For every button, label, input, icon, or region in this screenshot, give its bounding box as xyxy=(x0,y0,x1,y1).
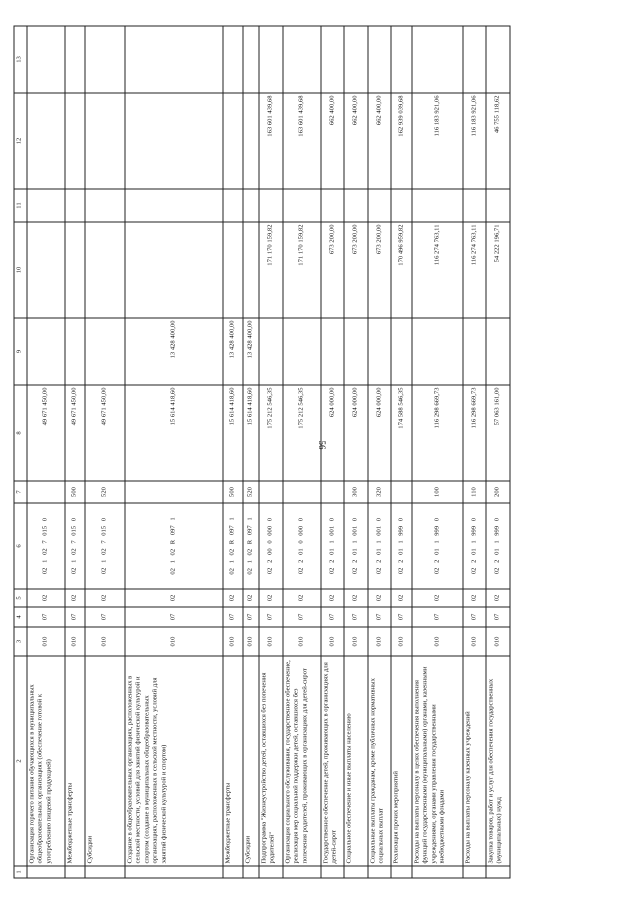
amount-col8-cell: 57 063 161,00 xyxy=(486,385,510,481)
amount-col11-cell xyxy=(259,189,283,222)
amount-col12-cell: 662 400,00 xyxy=(344,93,368,189)
row-index-cell xyxy=(243,866,259,878)
subsection-cell: 02 xyxy=(243,589,259,607)
amount-col13-cell xyxy=(259,26,283,93)
grbs-cell: 010 xyxy=(125,627,223,656)
table-row xyxy=(65,26,85,878)
amount-col10-cell xyxy=(223,222,243,318)
amount-col13-cell xyxy=(243,26,259,93)
section-cell: 07 xyxy=(85,607,125,627)
row-name-cell: Организация горячего питания обучающихся в муниципальных общеобразовательных организациях (обеспечение готовой к употреблению пищевой продукцией) xyxy=(27,656,65,866)
expense-type-cell: 500 xyxy=(65,481,85,503)
col-header-9: 9 xyxy=(14,318,27,385)
amount-col13-cell xyxy=(65,26,85,93)
amount-col10-cell: 171 170 159,82 xyxy=(283,222,321,318)
row-name-cell: Расходы на выплаты персоналу в целях обеспечения выполнения функций государственными (муниципальными) органами, казенными учреждениями, органами управления государственными внебюджетными фондами xyxy=(412,656,463,866)
row-index-cell xyxy=(463,866,486,878)
header-row xyxy=(14,26,27,878)
amount-col11-cell xyxy=(344,189,368,222)
amount-col8-cell: 15 614 418,60 xyxy=(223,385,243,481)
row-index-cell xyxy=(85,866,125,878)
row-index-cell xyxy=(283,866,321,878)
table-row xyxy=(243,26,259,878)
target-article-cell: 02 1 02 7 015 0 xyxy=(85,503,125,589)
amount-col13-cell xyxy=(412,26,463,93)
amount-col8-cell: 49 671 450,00 xyxy=(65,385,85,481)
row-index-cell xyxy=(321,866,344,878)
amount-col9-cell xyxy=(27,318,65,385)
target-article-cell: 02 1 02 R 097 1 xyxy=(223,503,243,589)
grbs-cell: 010 xyxy=(463,627,486,656)
amount-col10-cell: 116 274 763,11 xyxy=(463,222,486,318)
section-cell: 07 xyxy=(463,607,486,627)
subsection-cell: 02 xyxy=(283,589,321,607)
target-article-cell: 02 2 01 1 999 0 xyxy=(486,503,510,589)
amount-col12-cell: 116 183 921,06 xyxy=(412,93,463,189)
row-index-cell xyxy=(486,866,510,878)
row-name-cell: Подпрограмма "Жизнеустройство детей, оставшихся без попечения родителей" xyxy=(259,656,283,866)
expense-type-cell: 300 xyxy=(344,481,368,503)
row-name-cell: Межбюджетные трансферты xyxy=(65,656,85,866)
amount-col13-cell xyxy=(27,26,65,93)
amount-col10-cell: 673 200,00 xyxy=(344,222,368,318)
section-cell: 07 xyxy=(243,607,259,627)
row-name-cell: Межбюджетные трансферты xyxy=(223,656,243,866)
amount-col8-cell: 49 671 450,00 xyxy=(85,385,125,481)
col-header-4: 4 xyxy=(14,607,27,627)
col-header-5: 5 xyxy=(14,589,27,607)
row-name-cell: Реализация прочих мероприятий xyxy=(391,656,412,866)
expense-type-cell xyxy=(125,481,223,503)
row-index-cell xyxy=(223,866,243,878)
amount-col8-cell: 175 212 546,35 xyxy=(259,385,283,481)
section-cell: 07 xyxy=(391,607,412,627)
amount-col12-cell: 163 601 439,68 xyxy=(283,93,321,189)
row-name-cell: Организация социального обслуживания, государственное обеспечение, реализация мер социальной поддержки детей, оставшихся без попечения родителей, проживающих в организациях для детей-сирот xyxy=(283,656,321,866)
amount-col9-cell xyxy=(283,318,321,385)
row-index-cell xyxy=(125,866,223,878)
amount-col11-cell xyxy=(321,189,344,222)
amount-col11-cell xyxy=(368,189,391,222)
table-row xyxy=(259,26,283,878)
section-cell: 07 xyxy=(223,607,243,627)
col-header-7: 7 xyxy=(14,481,27,503)
amount-col8-cell: 624 000,00 xyxy=(344,385,368,481)
amount-col10-cell xyxy=(65,222,85,318)
amount-col13-cell xyxy=(125,26,223,93)
row-name-cell: Социальное обеспечение и иные выплаты населению xyxy=(344,656,368,866)
amount-col11-cell xyxy=(391,189,412,222)
target-article-cell: 02 2 01 0 000 0 xyxy=(283,503,321,589)
table-row xyxy=(463,26,486,878)
amount-col12-cell: 662 400,00 xyxy=(368,93,391,189)
amount-col12-cell xyxy=(223,93,243,189)
expense-type-cell: 110 xyxy=(463,481,486,503)
grbs-cell: 010 xyxy=(223,627,243,656)
grbs-cell: 010 xyxy=(412,627,463,656)
grbs-cell: 010 xyxy=(65,627,85,656)
amount-col11-cell xyxy=(85,189,125,222)
target-article-cell: 02 2 01 1 999 0 xyxy=(412,503,463,589)
amount-col8-cell: 624 000,00 xyxy=(368,385,391,481)
target-article-cell: 02 2 01 1 001 0 xyxy=(368,503,391,589)
target-article-cell: 02 2 01 1 001 0 xyxy=(321,503,344,589)
amount-col12-cell xyxy=(85,93,125,189)
expense-type-cell: 520 xyxy=(85,481,125,503)
amount-col11-cell xyxy=(243,189,259,222)
amount-col9-cell xyxy=(391,318,412,385)
col-header-2: 2 xyxy=(14,656,27,866)
subsection-cell: 02 xyxy=(27,589,65,607)
amount-col9-cell xyxy=(65,318,85,385)
amount-col9-cell xyxy=(486,318,510,385)
amount-col9-cell xyxy=(412,318,463,385)
table-row xyxy=(27,26,65,878)
amount-col13-cell xyxy=(391,26,412,93)
amount-col13-cell xyxy=(486,26,510,93)
amount-col12-cell: 662 400,00 xyxy=(321,93,344,189)
expense-type-cell xyxy=(283,481,321,503)
subsection-cell: 02 xyxy=(463,589,486,607)
subsection-cell: 02 xyxy=(223,589,243,607)
amount-col8-cell: 15 614 418,60 xyxy=(125,385,223,481)
target-article-cell: 02 2 01 1 001 0 xyxy=(344,503,368,589)
table-row xyxy=(85,26,125,878)
target-article-cell: 02 2 01 1 999 0 xyxy=(463,503,486,589)
subsection-cell: 02 xyxy=(65,589,85,607)
amount-col11-cell xyxy=(27,189,65,222)
col-header-13: 13 xyxy=(14,26,27,93)
section-cell: 07 xyxy=(65,607,85,627)
grbs-cell: 010 xyxy=(486,627,510,656)
row-index-cell xyxy=(391,866,412,878)
subsection-cell: 02 xyxy=(368,589,391,607)
col-header-8: 8 xyxy=(14,385,27,481)
grbs-cell: 010 xyxy=(321,627,344,656)
col-header-1: 1 xyxy=(14,866,27,878)
amount-col9-cell xyxy=(463,318,486,385)
section-cell: 07 xyxy=(344,607,368,627)
row-name-cell: Государственное обеспечение детей, проживающих в организациях для детей-сирот xyxy=(321,656,344,866)
amount-col8-cell: 624 000,00 xyxy=(321,385,344,481)
col-header-6: 6 xyxy=(14,503,27,589)
table-row xyxy=(412,26,463,878)
row-name-cell: Закупка товаров, работ и услуг для обеспечения государственных (муниципальных) нужд xyxy=(486,656,510,866)
section-cell: 07 xyxy=(321,607,344,627)
target-article-cell: 02 2 01 1 999 0 xyxy=(391,503,412,589)
row-index-cell xyxy=(344,866,368,878)
grbs-cell: 010 xyxy=(259,627,283,656)
amount-col13-cell xyxy=(463,26,486,93)
section-cell: 07 xyxy=(283,607,321,627)
amount-col11-cell xyxy=(283,189,321,222)
amount-col8-cell: 15 614 418,60 xyxy=(243,385,259,481)
row-name-cell: Субсидии xyxy=(85,656,125,866)
amount-col9-cell xyxy=(321,318,344,385)
amount-col9-cell: 13 428 400,00 xyxy=(243,318,259,385)
row-name-cell: Расходы на выплаты персоналу казенных учреждений xyxy=(463,656,486,866)
row-index-cell xyxy=(27,866,65,878)
table-row xyxy=(368,26,391,878)
amount-col11-cell xyxy=(223,189,243,222)
target-article-cell: 02 1 02 7 015 0 xyxy=(65,503,85,589)
amount-col10-cell xyxy=(85,222,125,318)
table-row xyxy=(486,26,510,878)
expense-type-cell: 520 xyxy=(243,481,259,503)
subsection-cell: 02 xyxy=(486,589,510,607)
grbs-cell: 010 xyxy=(391,627,412,656)
row-index-cell xyxy=(412,866,463,878)
amount-col12-cell xyxy=(243,93,259,189)
section-cell: 07 xyxy=(368,607,391,627)
amount-col12-cell: 163 601 439,68 xyxy=(259,93,283,189)
amount-col8-cell: 175 212 546,35 xyxy=(283,385,321,481)
subsection-cell: 02 xyxy=(391,589,412,607)
amount-col8-cell: 174 588 546,35 xyxy=(391,385,412,481)
amount-col12-cell xyxy=(27,93,65,189)
section-cell: 07 xyxy=(125,607,223,627)
col-header-11: 11 xyxy=(14,189,27,222)
grbs-cell: 010 xyxy=(344,627,368,656)
subsection-cell: 02 xyxy=(412,589,463,607)
grbs-cell: 010 xyxy=(243,627,259,656)
amount-col11-cell xyxy=(463,189,486,222)
table-row xyxy=(125,26,223,878)
expense-type-cell: 100 xyxy=(412,481,463,503)
amount-col13-cell xyxy=(368,26,391,93)
amount-col10-cell: 171 170 159,82 xyxy=(259,222,283,318)
col-header-3: 3 xyxy=(14,627,27,656)
col-header-10: 10 xyxy=(14,222,27,318)
amount-col13-cell xyxy=(85,26,125,93)
amount-col13-cell xyxy=(321,26,344,93)
amount-col12-cell xyxy=(125,93,223,189)
amount-col13-cell xyxy=(223,26,243,93)
section-cell: 07 xyxy=(486,607,510,627)
amount-col10-cell: 116 274 763,11 xyxy=(412,222,463,318)
amount-col9-cell xyxy=(344,318,368,385)
expense-type-cell xyxy=(321,481,344,503)
amount-col8-cell: 49 671 450,00 xyxy=(27,385,65,481)
budget-table-page xyxy=(14,27,627,879)
amount-col9-cell: 13 428 400,00 xyxy=(223,318,243,385)
amount-col12-cell: 162 939 039,68 xyxy=(391,93,412,189)
amount-col8-cell: 116 298 669,73 xyxy=(463,385,486,481)
table-row xyxy=(391,26,412,878)
subsection-cell: 02 xyxy=(125,589,223,607)
amount-col8-cell: 116 298 669,73 xyxy=(412,385,463,481)
amount-col10-cell: 673 200,00 xyxy=(368,222,391,318)
amount-col10-cell xyxy=(27,222,65,318)
expense-type-cell: 200 xyxy=(486,481,510,503)
amount-col10-cell: 673 200,00 xyxy=(321,222,344,318)
section-cell: 07 xyxy=(27,607,65,627)
row-name-cell: Субсидии xyxy=(243,656,259,866)
subsection-cell: 02 xyxy=(344,589,368,607)
subsection-cell: 02 xyxy=(259,589,283,607)
amount-col12-cell: 116 183 921,06 xyxy=(463,93,486,189)
expense-type-cell xyxy=(391,481,412,503)
amount-col11-cell xyxy=(412,189,463,222)
amount-col11-cell xyxy=(486,189,510,222)
amount-col11-cell xyxy=(65,189,85,222)
target-article-cell: 02 1 02 R 097 1 xyxy=(125,503,223,589)
table-row xyxy=(223,26,243,878)
amount-col10-cell: 54 222 196,71 xyxy=(486,222,510,318)
grbs-cell: 010 xyxy=(85,627,125,656)
amount-col10-cell xyxy=(243,222,259,318)
target-article-cell: 02 2 00 0 000 0 xyxy=(259,503,283,589)
amount-col10-cell: 170 496 959,82 xyxy=(391,222,412,318)
amount-col13-cell xyxy=(344,26,368,93)
expense-type-cell xyxy=(259,481,283,503)
table-body xyxy=(27,26,510,878)
grbs-cell: 010 xyxy=(27,627,65,656)
amount-col12-cell xyxy=(65,93,85,189)
table-row xyxy=(321,26,344,878)
amount-col13-cell xyxy=(283,26,321,93)
amount-col9-cell: 13 428 400,00 xyxy=(125,318,223,385)
row-index-cell xyxy=(368,866,391,878)
budget-table xyxy=(14,26,511,879)
col-header-12: 12 xyxy=(14,93,27,189)
expense-type-cell: 500 xyxy=(223,481,243,503)
expense-type-cell xyxy=(27,481,65,503)
target-article-cell: 02 1 02 R 097 1 xyxy=(243,503,259,589)
target-article-cell: 02 1 02 7 015 0 xyxy=(27,503,65,589)
amount-col12-cell: 46 755 118,62 xyxy=(486,93,510,189)
amount-col9-cell xyxy=(259,318,283,385)
grbs-cell: 010 xyxy=(283,627,321,656)
subsection-cell: 02 xyxy=(85,589,125,607)
row-index-cell xyxy=(259,866,283,878)
section-cell: 07 xyxy=(259,607,283,627)
table-row xyxy=(344,26,368,878)
amount-col11-cell xyxy=(125,189,223,222)
amount-col9-cell xyxy=(85,318,125,385)
table-row xyxy=(283,26,321,878)
grbs-cell: 010 xyxy=(368,627,391,656)
row-name-cell: Создание в общеобразовательных организациях, расположенных в сельской местности, условий для занятий физической культурой и спортом (создание в муниципальных общеобразовательных организациях, расположенных в сельской местности, условий для занятий физической культурой и спортом) xyxy=(125,656,223,866)
row-name-cell: Социальные выплаты гражданам, кроме публичных нормативных социальных выплат xyxy=(368,656,391,866)
expense-type-cell: 320 xyxy=(368,481,391,503)
amount-col9-cell xyxy=(368,318,391,385)
subsection-cell: 02 xyxy=(321,589,344,607)
page-number: 56 xyxy=(317,440,327,450)
amount-col10-cell xyxy=(125,222,223,318)
section-cell: 07 xyxy=(412,607,463,627)
row-index-cell xyxy=(65,866,85,878)
